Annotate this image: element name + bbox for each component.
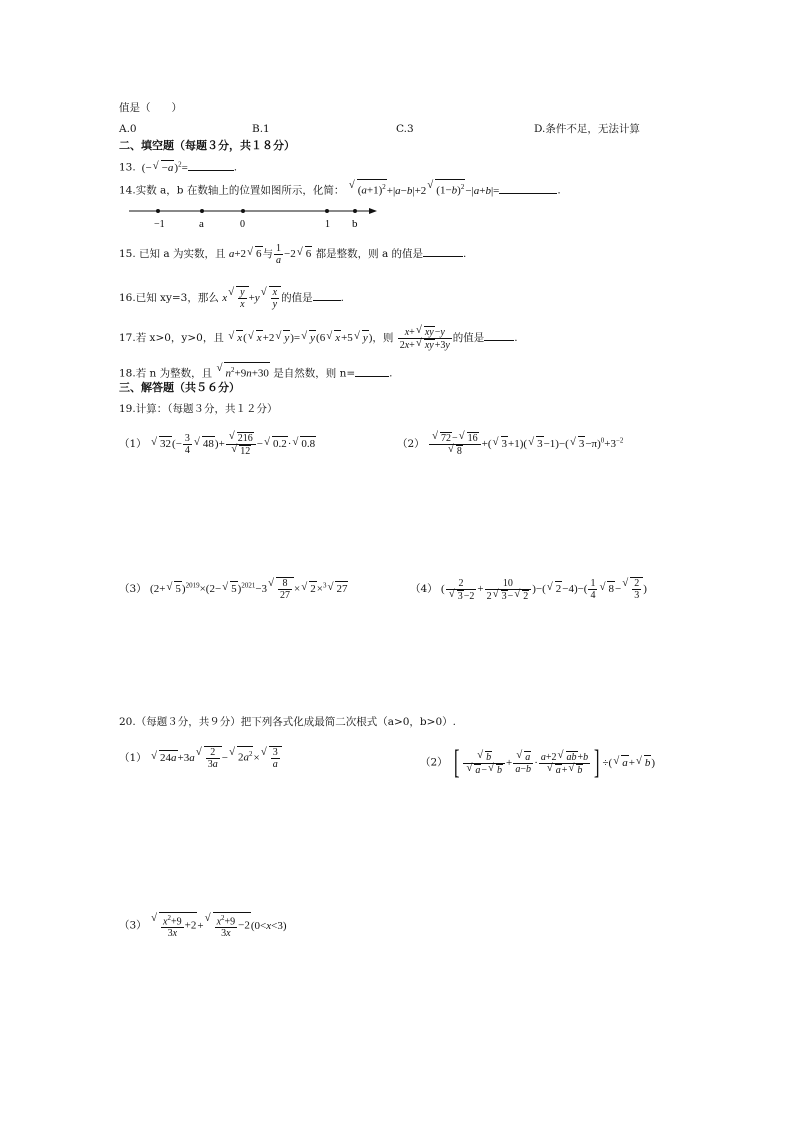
option-d: D.条件不足，无法计算 (534, 123, 640, 135)
q20-title: 20.（每题３分，共９分）把下列各式化成最简二次根式（a>0，b>0）. (119, 716, 456, 728)
q13: 13. (−√ −a)$^2$= . (119, 157, 237, 175)
q18-blank[interactable] (355, 366, 389, 377)
q20-1-expression: √ 24a+3a √ $\frac{2}{3a}$ −√ $2a^2\times$ √ $\frac{3}{a}$ (150, 752, 282, 764)
q20-3: （3） √ $\frac{x^2+9}{3x}$ +2+ √ $\frac{x^2+9}{3x}$ −2(0<x<3) (119, 912, 287, 939)
q14-blank[interactable] (499, 183, 557, 194)
q19-1-expression: √ 32(− $\frac{3}{4}$ √ 48)+ √ 216 √ 12 −√ 0.2·√ 0.8 (150, 438, 316, 450)
q19-4: （4） ( 2 √ 3−2 + $\frac{10}{2√ 3-√ 2}$ )−(√ 2−4)−( $\frac{1}{4}$ √ 8− √ $\frac{2}{3}$ ) (410, 577, 647, 602)
q20-2-expression: [ √ b √ a−√ b + √ $\frac{a}{a-b}$ · a+2√ ab+b √ a+√ b ] ÷(√ a+√ b) (451, 757, 655, 769)
q19-1: （1） √ 32(− $\frac{3}{4}$ √ 48)+ √ 216 √ 12 −√ 0.2·√ 0.8 (119, 432, 316, 457)
q17-blank[interactable] (484, 330, 514, 341)
q17: 17.若 x>0，y>0，且 √ x(√ x+2√ y)=√ y(6√ x+5√ y)，则 $\frac{x+√ xy-y}{2x+√ xy+3y}$ 的值是 . (119, 326, 518, 351)
q13-expression: (−√ −a)$^2$= (139, 162, 188, 174)
q19-3-expression: (2+√ 5)$^{2019}$×(2−√ 5)$^{2021}$−3 √ $\frac{8}{27}$ ×√ 2×$^3$√ 27 (150, 583, 348, 595)
q14: 14.实数 a，b 在数轴上的位置如图所示，化简： √ $(a+1)^2+|a-b|+2√$ $(1-b)^2-|a+b|=$ . (119, 179, 561, 198)
section2-title: 二、填空题（每题３分，共１８分） (119, 139, 295, 152)
q15-expr2: $\frac{1}{a}$ −2√ 6 (273, 248, 312, 260)
q13-number: 13. (119, 161, 136, 174)
q20-2: （2） [ √ b √ a−√ b + √ $\frac{a}{a-b}$ · a+2√ ab+b √ a+√ b ] ÷(√ a+√ b) (420, 746, 655, 780)
label-1: 1 (325, 219, 330, 230)
label-0: 0 (240, 219, 245, 230)
q18: 18.若 n 为整数，且 √ $n^2+9n+30$ 是自然数，则 n= . (119, 362, 393, 381)
point-0 (241, 209, 245, 213)
q19-2: （2） √ 72−√ 16 √ 8 +(√ 3+1)(√ 3−1)−(√ $3-\pi)^0+3^{-2}$ (397, 432, 623, 457)
q19-3: （3） (2+√ 5)$^{2019}$×(2−√ 5)$^{2021}$−3 √ $\frac{8}{27}$ ×√ 2×$^3$√ 27 (119, 577, 348, 601)
q20-1: （1） √ 24a+3a √ $\frac{2}{3a}$ −√ $2a^2\times$ √ $\frac{3}{a}$ (119, 746, 282, 770)
q19-title: 19.计算：（每题３分，共１２分） (119, 403, 278, 415)
option-c: C.3 (396, 123, 414, 135)
point-b (353, 209, 357, 213)
q16-blank[interactable] (313, 290, 341, 301)
point-1 (325, 209, 329, 213)
option-b: B.1 (252, 123, 270, 135)
label-minus1: −1 (154, 219, 165, 230)
q19-2-expression: √ 72−√ 16 √ 8 +(√ 3+1)(√ 3−1)−(√ $3-\pi)^0+3^{-2}$ (428, 438, 623, 450)
q19-4-expression: ( 2 √ 3−2 + $\frac{10}{2√ 3-√ 2}$ )−(√ 2−4)−( $\frac{1}{4}$ √ 8− √ $\frac{2}{3}$ ) (441, 583, 647, 595)
option-a: A.0 (119, 123, 137, 135)
q16-expression: x √ $\frac{y}{x}$ +y √ $\frac{x}{y}$ (222, 292, 281, 304)
section3-title: 三、解答题（共５６分） (119, 381, 240, 394)
point-minus1 (156, 209, 160, 213)
q20-3-expression: √ $\frac{x^2+9}{3x}$ +2+ √ $\frac{x^2+9}{3x}$ −2(0<x<3) (150, 920, 286, 932)
point-a (200, 209, 204, 213)
q13-blank[interactable] (188, 160, 234, 171)
q15-expr1: a+2√ 6 (229, 248, 263, 260)
q14-expression: √ $(a+1)^2+|a-b|+2√$ $(1-b)^2-|a+b|=$ (348, 185, 500, 197)
q14-text: 实数 a，b 在数轴上的位置如图所示，化简： (135, 184, 345, 197)
q18-expression: √ $n^2+9n+30$ (215, 368, 269, 380)
q16: 16.已知 xy=3，那么 x √ $\frac{y}{x}$ +y √ $\frac{x}{y}$ 的值是 . (119, 286, 344, 310)
q17-expression: $\frac{x+√ xy-y}{2x+√ xy+3y}$ (397, 332, 453, 344)
label-a: a (199, 218, 204, 230)
q15: 15. 已知 a 为实数，且 a+2√ 6与 $\frac{1}{a}$ −2√ 6 都是整数，则 a 的值是 . (119, 243, 466, 266)
number-line (125, 203, 385, 231)
q15-blank[interactable] (423, 246, 463, 257)
q17-condition: √ x(√ x+2√ y)=√ y(6√ x+5√ y) (227, 332, 372, 344)
label-b: b (352, 218, 358, 230)
question-tail: 值是（ ） (119, 102, 182, 114)
